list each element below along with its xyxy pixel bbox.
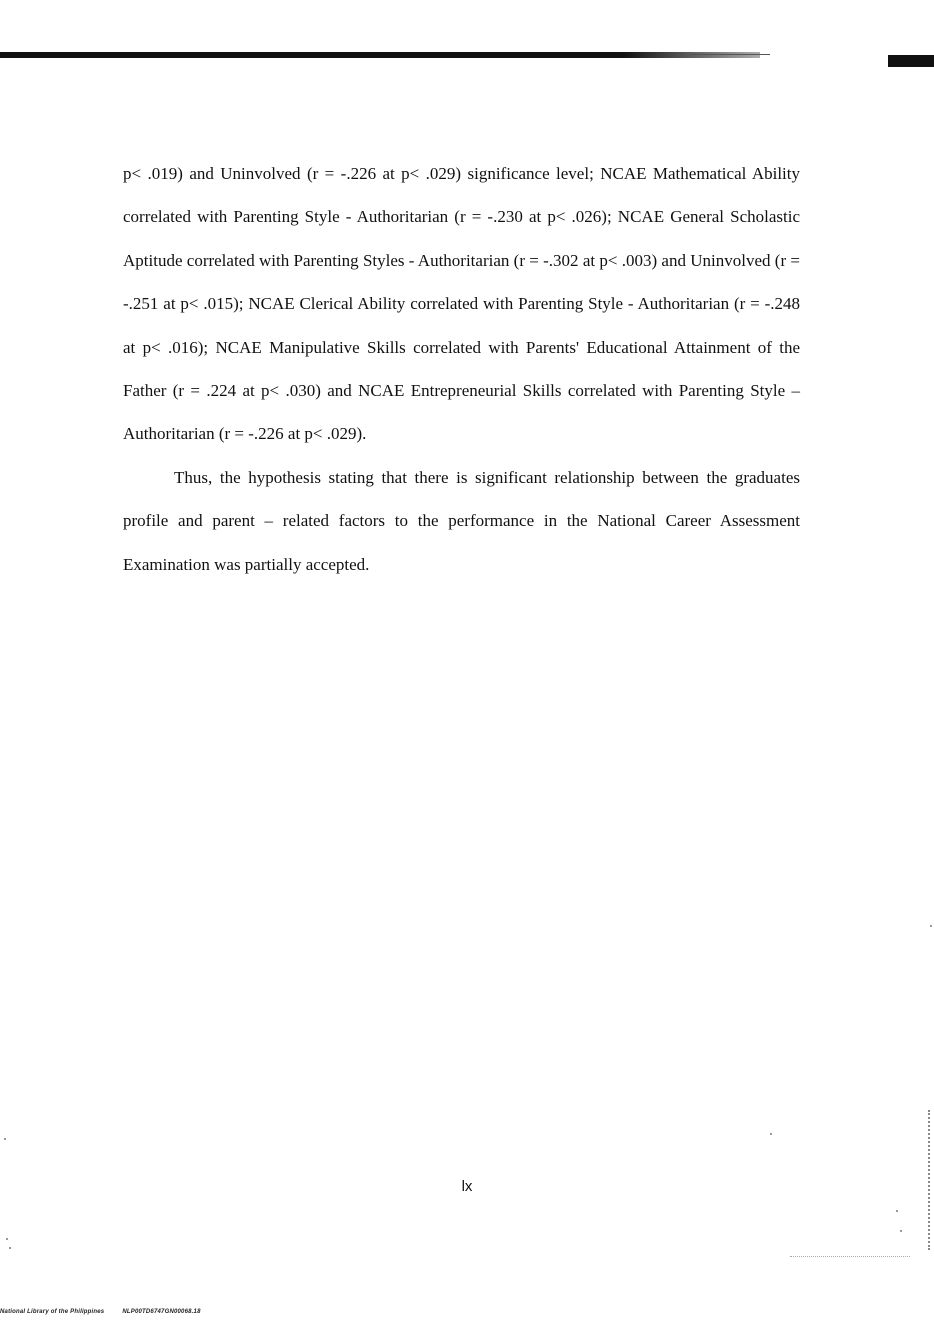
page-number: lx <box>461 1178 473 1195</box>
paragraph-hypothesis-conclusion: Thus, the hypothesis stating that there is significant relationship between the graduates profile and parent – related factors to the performance in the National Career Assessment Examination was partially accepted. <box>123 467 800 574</box>
scan-speck <box>4 1138 6 1140</box>
scan-speck <box>930 925 932 927</box>
header-rule-fade <box>690 54 770 55</box>
footer-library-name: National Library of the Philippines <box>0 1309 105 1315</box>
scan-speck <box>900 1230 902 1232</box>
scan-speck <box>770 1133 772 1135</box>
scan-speck <box>6 1238 8 1240</box>
document-body <box>123 152 800 586</box>
header-rule <box>0 52 760 58</box>
footer-document-code: NLP00TD6747GN00068.18 <box>122 1309 201 1315</box>
scan-bottom-artifact <box>790 1256 910 1258</box>
footer-archive-line <box>0 1309 201 1315</box>
scan-corner-mark <box>888 55 934 67</box>
scan-speck <box>896 1210 898 1212</box>
scan-edge-artifact <box>928 1110 933 1250</box>
scan-speck <box>9 1247 11 1249</box>
paragraph-correlations: p< .019) and Uninvolved (r = -.226 at p< .029) significance level; NCAE Mathematical Ability correlated with Parenting Style - Authoritarian (r = -.230 at p< .026); NCAE General Scholastic Aptitude correlated with Parenting Styles - Authoritarian (r = -.302 at p< .003) and Uninvolved (r = -.251 at p< .015); NCAE Clerical Ability correlated with Parenting Style - Authoritarian (r = -.248 at p< .016); NCAE Manipulative Skills correlated with Parents' Educational Attainment of the Father (r = .224 at p< .030) and NCAE Entrepreneurial Skills correlated with Parenting Style – Authoritarian (r = -.226 at p< .029). <box>123 164 800 444</box>
